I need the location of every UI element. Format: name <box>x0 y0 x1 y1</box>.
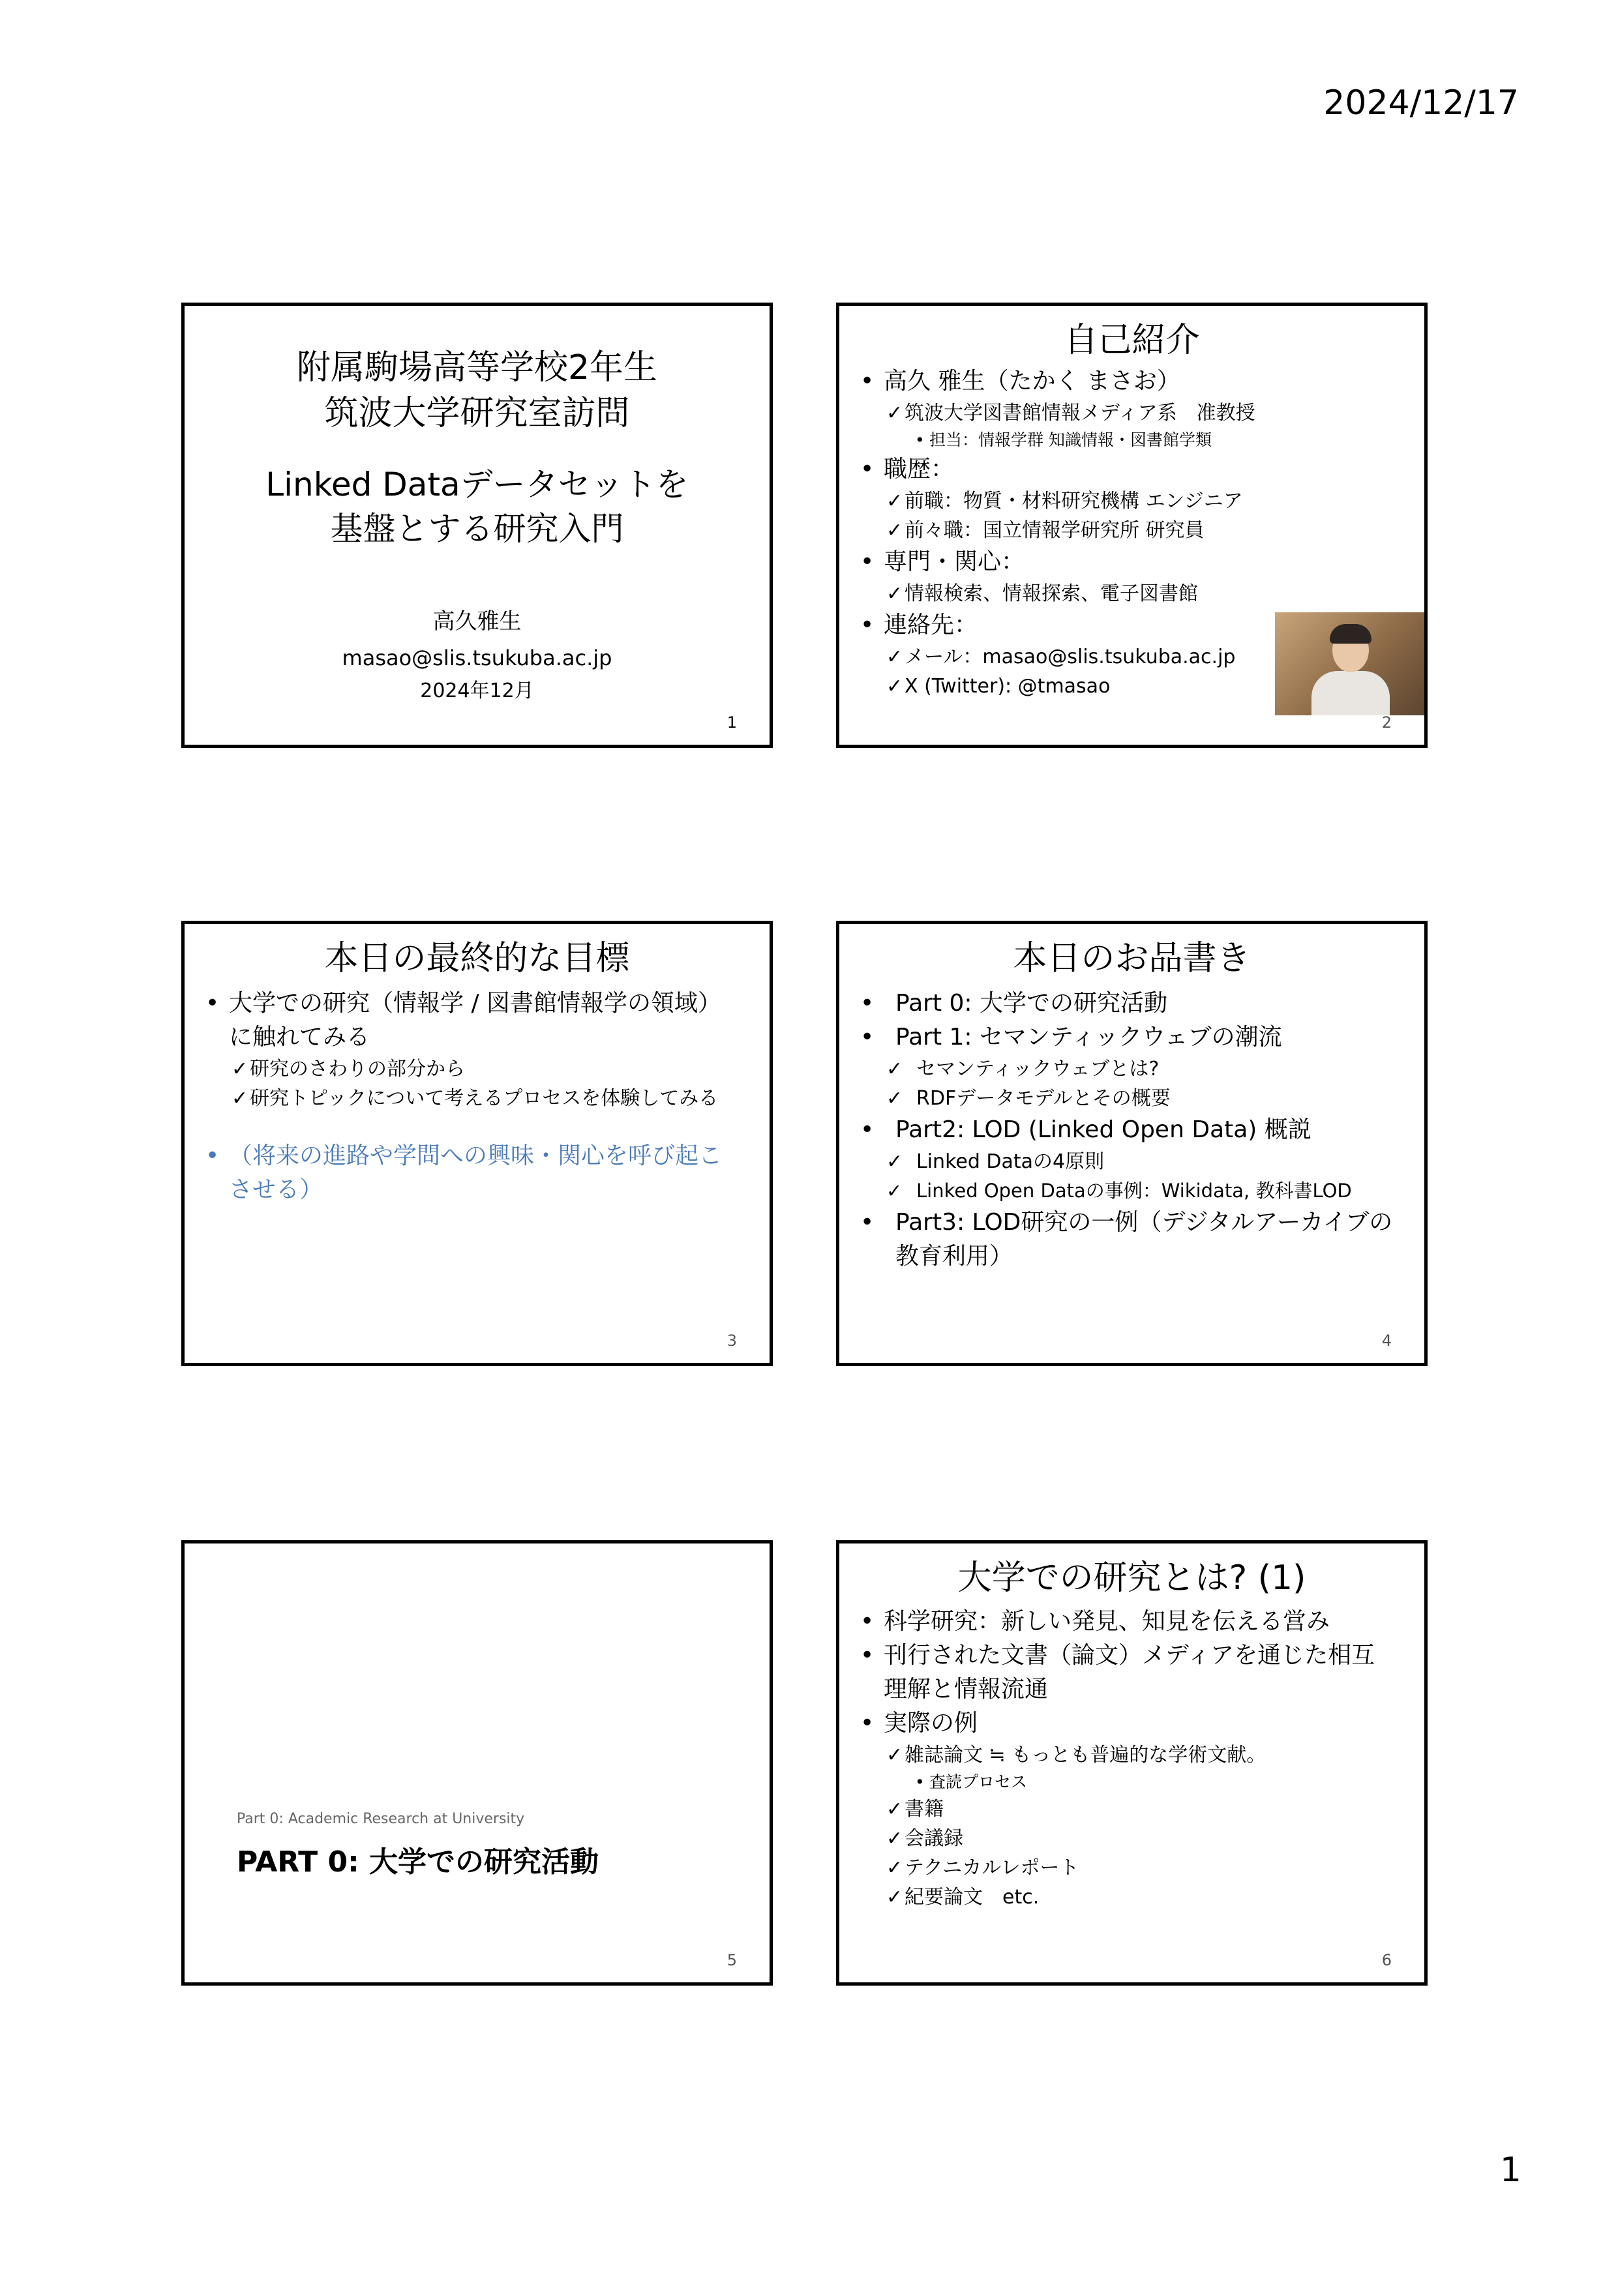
list-item: ✓ 紀要論文 etc. <box>839 1883 1424 1912</box>
list-item: • 高久 雅生（たかく まさお） <box>839 365 1424 398</box>
slide-4 <box>836 921 1428 1366</box>
list-item: • Part 0: 大学での研究活動 <box>839 987 1424 1021</box>
list-item: ✓ 雑誌論文 ≒ もっとも普遍的な学術文献。 <box>839 1740 1424 1770</box>
slide-6 <box>836 1540 1428 1986</box>
slide-5 <box>181 1540 773 1986</box>
slide-number: 4 <box>1381 1332 1392 1350</box>
header-date: 2024/12/17 <box>1323 83 1519 123</box>
slide-2 <box>836 303 1428 748</box>
slide-1 <box>181 303 773 748</box>
list-item: ✓ 会議録 <box>839 1824 1424 1853</box>
slide-1-date: 2024年12月 <box>420 679 534 702</box>
portrait-photo <box>1275 612 1426 715</box>
list-item: • 実際の例 <box>839 1707 1424 1740</box>
list-item: • Part2: LOD (Linked Open Data) 概説 <box>839 1113 1424 1147</box>
slide-number: 6 <box>1381 1951 1392 1969</box>
list-item: ✓ 前々職：国立情報学研究所 研究員 <box>839 516 1424 545</box>
list-item: ✓ 情報検索、情報探索、電子図書館 <box>839 579 1424 608</box>
list-item: ✓ RDFデータモデルとその概要 <box>839 1084 1424 1113</box>
list-item: • Part 1: セマンティックウェブの潮流 <box>839 1021 1424 1054</box>
list-item: ✓ 書籍 <box>839 1795 1424 1824</box>
section-title: PART 0: 大学での研究活動 <box>237 1845 599 1879</box>
slide-6-title: 大学での研究とは? (1) <box>957 1558 1306 1598</box>
list-item: ✓ セマンティックウェブとは? <box>839 1054 1424 1084</box>
slide-number: 1 <box>727 713 737 732</box>
list-item: • 査読プロセス <box>839 1770 1424 1795</box>
list-item: • （将来の進路や学問への興味・関心を呼び起こさせる） <box>185 1139 770 1207</box>
section-subtitle: Part 0: Academic Research at University <box>237 1811 525 1827</box>
slide-1-title-line-2: 筑波大学研究室訪問 <box>324 394 630 433</box>
list-item: ✓ テクニカルレポート <box>839 1853 1424 1883</box>
list-item: • Part3: LOD研究の一例（デジタルアーカイブの教育利用） <box>839 1206 1424 1274</box>
list-item: ✓ 研究のさわりの部分から <box>185 1054 770 1084</box>
list-item: • 刊行された文書（論文）メディアを通じた相互理解と情報流通 <box>839 1639 1424 1707</box>
slide-1-author: 高久雅生 <box>432 608 522 634</box>
list-item: ✓ Linked Open Dataの事例：Wikidata, 教科書LOD <box>839 1176 1424 1206</box>
list-item: ✓ 前職：物質・材料研究機構 エンジニア <box>839 486 1424 516</box>
slide-3 <box>181 921 773 1366</box>
list-item: • 科学研究：新しい発見、知見を伝える営み <box>839 1605 1424 1639</box>
slide-1-subtitle-line-1: Linked Dataデータセットを <box>265 466 689 503</box>
slide-1-subtitle-line-2: 基盤とする研究入門 <box>330 510 624 548</box>
list-item: ✓ X (Twitter): @tmasao <box>839 672 1424 701</box>
list-item: ✓ 筑波大学図書館情報メディア系 准教授 <box>839 398 1424 428</box>
slide-number: 3 <box>727 1332 737 1350</box>
slide-number: 5 <box>727 1951 737 1969</box>
list-item: • 連絡先： <box>839 608 1424 642</box>
slide-4-title: 本日のお品書き <box>1013 939 1251 978</box>
slide-number: 2 <box>1381 713 1392 732</box>
slide-2-title: 自己紹介 <box>1064 321 1200 360</box>
list-item: ✓ メール：masao@slis.tsukuba.ac.jp <box>839 642 1424 672</box>
list-item: • 大学での研究（情報学 / 図書館情報学の領域）に触れてみる <box>185 987 770 1054</box>
list-item: • 職歴： <box>839 453 1424 486</box>
list-item: ✓ Linked Dataの4原則 <box>839 1147 1424 1176</box>
slide-1-title-line-1: 附属駒場高等学校2年生 <box>296 348 658 387</box>
list-item: • 専門・関心： <box>839 545 1424 579</box>
list-item: ✓ 研究トピックについて考えるプロセスを体験してみる <box>185 1084 770 1113</box>
list-item: • 担当：情報学群 知識情報・図書館学類 <box>839 428 1424 453</box>
page-number: 1 <box>1499 2151 1521 2190</box>
slide-3-title: 本日の最終的な目標 <box>324 939 630 978</box>
slide-1-email: masao@slis.tsukuba.ac.jp <box>342 646 612 670</box>
